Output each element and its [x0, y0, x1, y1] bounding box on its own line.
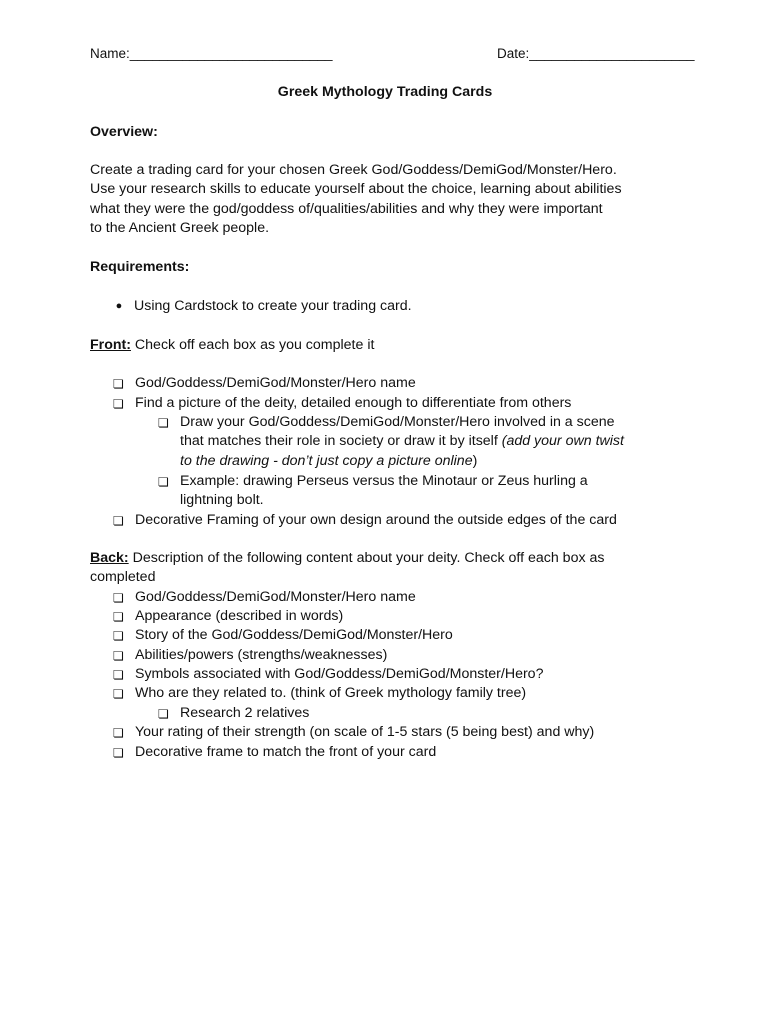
front-sub-item-text: [180, 413, 624, 471]
date-label: Date:: [497, 46, 530, 61]
document-title: Greek Mythology Trading Cards: [277, 84, 493, 100]
back-sub-item-text: Research 2 relatives: [180, 705, 310, 721]
front-intro-text: Check off each box as you complete it: [130, 337, 375, 353]
checkbox-icon[interactable]: ❏: [113, 377, 124, 391]
front-item-text: God/Goddess/DemiGod/Monster/Hero name: [135, 375, 416, 391]
back-intro-text: Description of the following content about your deity. Check off each box as: [128, 550, 605, 566]
back-item-text: Who are they related to. (think of Greek mythology family tree): [135, 685, 527, 701]
back-intro: [90, 549, 680, 588]
checkbox-icon[interactable]: ❏: [158, 707, 169, 721]
back-item-text: God/Goddess/DemiGod/Monster/Hero name: [135, 589, 416, 605]
sub-item-line: Draw your God/Goddess/DemiGod/Monster/Hero involved in a scene: [180, 414, 615, 430]
checkbox-icon[interactable]: ❏: [113, 397, 124, 411]
front-sub-item-text: [180, 472, 588, 511]
checkbox-icon[interactable]: ❏: [113, 668, 124, 682]
overview-line: what they were the god/goddess of/qualities/abilities and why they were important: [90, 200, 603, 217]
back-item-text: Story of the God/Goddess/DemiGod/Monster/Hero: [135, 627, 453, 643]
checkbox-icon[interactable]: ❏: [113, 746, 124, 760]
back-item-text: Appearance (described in words): [135, 608, 344, 624]
checkbox-icon[interactable]: ❏: [113, 591, 124, 605]
back-intro-line: completed: [90, 569, 156, 586]
overview-line: Create a trading card for your chosen Greek God/Goddess/DemiGod/Monster/Hero.: [90, 162, 617, 178]
back-item-text: Your rating of their strength (on scale of 1-5 stars (5 being best) and why): [135, 724, 595, 740]
header-row: [90, 46, 695, 66]
sub-item-line: [180, 452, 624, 471]
checkbox-icon[interactable]: ❏: [113, 726, 124, 740]
name-label: Name:: [90, 46, 130, 61]
overview-line: to the Ancient Greek people.: [90, 220, 270, 237]
back-label: Back:: [90, 550, 129, 566]
name-field[interactable]: [90, 46, 332, 61]
bullet-icon: ●: [115, 300, 123, 312]
requirements-heading: Requirements:: [90, 259, 190, 275]
checkbox-icon[interactable]: ❏: [113, 514, 124, 528]
overview-heading: Overview:: [90, 124, 158, 140]
front-item-text: Find a picture of the deity, detailed enough to differentiate from others: [135, 395, 572, 411]
checkbox-icon[interactable]: ❏: [158, 416, 169, 430]
front-label: Front:: [90, 337, 131, 353]
front-intro: [90, 336, 680, 355]
overview-line: Use your research skills to educate yourself about the choice, learning about abilities: [90, 181, 622, 198]
date-field[interactable]: [497, 46, 694, 61]
sub-item-line-plain: that matches their role in society or draw it by itself: [180, 433, 502, 450]
sub-item-line-italic: (add your own twist: [501, 433, 624, 450]
sub-item-line-italic: to the drawing - don’t just copy a picture online: [180, 452, 473, 469]
sub-item-line-plain: ): [472, 452, 478, 469]
date-blank: ______________________: [529, 46, 695, 61]
checkbox-icon[interactable]: ❏: [113, 610, 124, 624]
checkbox-icon[interactable]: ❏: [158, 475, 169, 489]
back-item-text: Symbols associated with God/Goddess/DemiGod/Monster/Hero?: [135, 666, 544, 682]
overview-paragraph: [90, 161, 680, 239]
sub-item-line: lightning bolt.: [180, 492, 264, 509]
sub-item-line: [180, 432, 624, 451]
back-item-text: Abilities/powers (strengths/weaknesses): [135, 647, 388, 663]
checkbox-icon[interactable]: ❏: [113, 687, 124, 701]
back-item-text: Decorative frame to match the front of your card: [135, 744, 437, 760]
front-item-text: Decorative Framing of your own design around the outside edges of the card: [135, 512, 617, 528]
requirements-item-text: Using Cardstock to create your trading card.: [134, 298, 412, 314]
sub-item-line: Example: drawing Perseus versus the Minotaur or Zeus hurling a: [180, 473, 588, 489]
checkbox-icon[interactable]: ❏: [113, 649, 124, 663]
name-blank: ___________________________: [129, 46, 333, 61]
checkbox-icon[interactable]: ❏: [113, 629, 124, 643]
